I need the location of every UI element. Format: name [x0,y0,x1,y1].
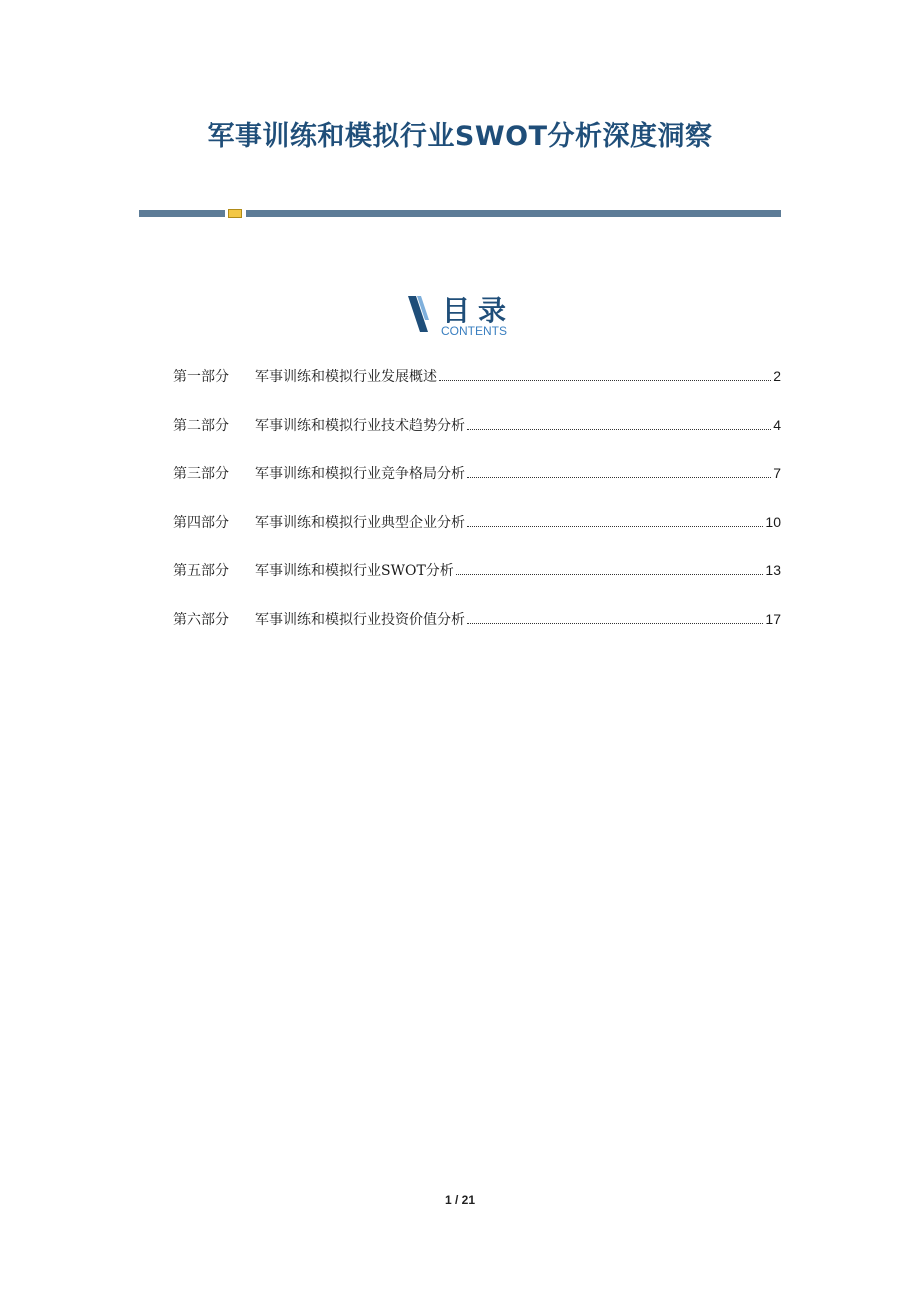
title-divider [139,209,781,218]
toc-entry-part: 第五部分 [173,563,229,579]
divider-right-bar [246,210,781,217]
toc-heading [408,292,528,340]
toc-entry-title[interactable]: 军事训练和模拟行业发展概述 [255,369,437,385]
toc-entry-title[interactable]: 军事训练和模拟行业投资价值分析 [255,611,465,628]
toc-entry-page: 10 [765,513,781,530]
toc-dot-leader [467,622,763,624]
toc-entry[interactable] [173,463,781,487]
toc-entry-part: 第四部分 [173,514,229,531]
page-indicator: 1 / 21 [444,1193,476,1207]
toc-entry-page: 17 [765,610,781,627]
toc-entry[interactable] [173,560,781,584]
toc-entry-part: 第二部分 [173,417,229,434]
toc-dot-leader [456,573,764,575]
toc-entry-part: 第一部分 [173,369,229,385]
toc-entry-title[interactable]: 军事训练和模拟行业典型企业分析 [255,514,465,531]
toc-dot-leader [439,379,771,381]
toc-subtitle: CONTENTS [441,324,507,338]
toc-entry-page: 2 [773,368,781,384]
toc-title: 目录 [442,294,515,327]
divider-badge-icon [228,209,242,218]
toc-entry-title[interactable]: 军事训练和模拟行业竞争格局分析 [255,466,465,482]
toc-entry[interactable] [173,366,781,390]
toc-entry-part: 第六部分 [173,611,229,628]
toc-entry[interactable] [173,512,781,536]
toc-entry-part: 第三部分 [173,466,229,482]
toc-dot-leader [467,428,771,430]
toc-dot-leader [467,525,763,527]
toc-stripe-icon [408,296,430,332]
document-title: 军事训练和模拟行业SWOT分析深度洞察 [207,121,713,152]
toc-entry-title[interactable]: 军事训练和模拟行业技术趋势分析 [255,417,465,434]
divider-left-bar [139,210,225,217]
toc-entry-page: 7 [773,465,781,481]
toc-entry[interactable] [173,609,781,633]
toc-entry-page: 4 [773,416,781,433]
toc-entry[interactable] [173,415,781,439]
table-of-contents [173,366,781,657]
toc-entry-page: 13 [765,562,781,578]
toc-dot-leader [467,476,771,478]
toc-entry-title[interactable]: 军事训练和模拟行业SWOT分析 [255,563,454,579]
